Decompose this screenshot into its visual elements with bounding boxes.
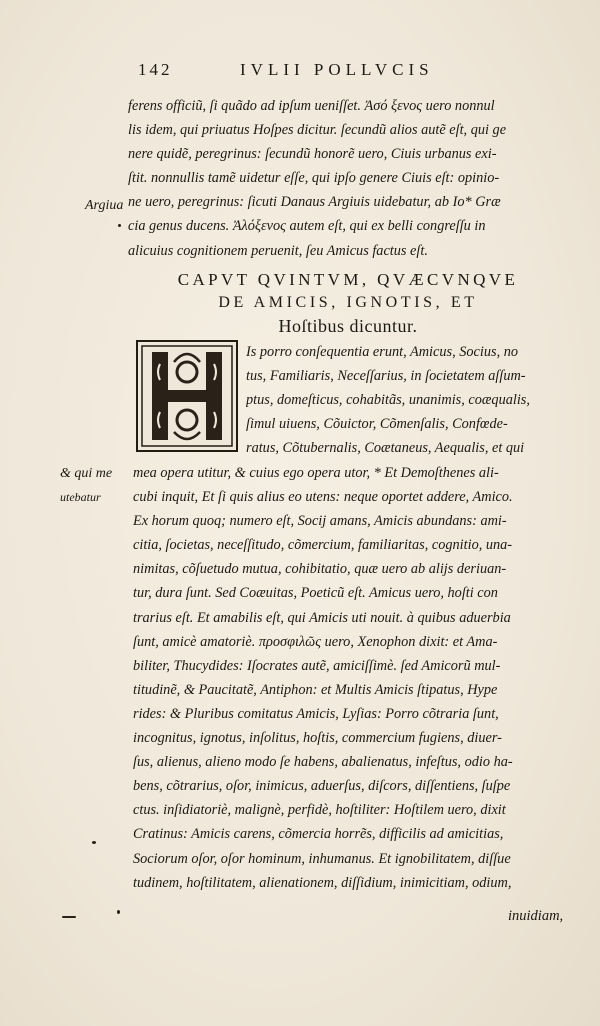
text-line: ptus, domeſticus, cohabitãs, unanimis, coæqualis, xyxy=(246,392,530,409)
ink-speck xyxy=(92,841,96,844)
text-line: cia genus ducens. Ἀλόξενος autem eſt, qui ex belli congreſſu in xyxy=(128,218,486,235)
text-line: Ex horum quoq; numero eſt, Socij amans, Amicis abundans: ami- xyxy=(133,513,507,530)
text-line: tur, dura ſunt. Sed Coæuitas, Poeticũ eſt. Amicus uero, hoſti con xyxy=(133,585,498,602)
text-line: bens, cõtrarius, oſor, inimicus, aduerſus, diſcors, diſſentiens, ſuſpe xyxy=(133,778,511,795)
text-line: titudinẽ, & Paucitatẽ, Antiphon: et Multis Amicis ſtipatus, Hype xyxy=(133,681,498,698)
text-line: tudinem, hoſtilitatem, alienationem, diſſidium, inimicitiam, odium, xyxy=(133,874,512,891)
text-line: Cratinus: Amicis carens, cõmercia horrẽs, difficilis ad amicitias, xyxy=(133,826,504,843)
text-line: citia, ſocietas, neceſſitudo, cõmercium, familiaritas, cognitio, una- xyxy=(133,537,513,554)
running-title: IVLII POLLVCIS xyxy=(240,60,434,79)
margin-note-argiua: Argiua xyxy=(85,198,124,213)
margin-note-utebatur: utebatur xyxy=(60,490,101,504)
chapter-heading-line-3: Hoſtibus dicuntur. xyxy=(278,316,418,336)
text-line: ſus, alienus, alieno modo ſe habens, abalienatus, infeſtus, odio ha- xyxy=(133,754,513,771)
opening-paragraph xyxy=(128,94,568,263)
text-line: mea opera utitur, & cuius ego opera utor, * Et Demoſthenes ali- xyxy=(133,465,499,481)
text-line: nere quidẽ, peregrinus: ſecundũ honorẽ uero, Ciuis urbanus exi- xyxy=(128,146,497,163)
text-line: ferens officiũ, ſi quãdo ad ipſum ueniſſet. Ἀσό ξενος uero nonnul xyxy=(128,98,495,114)
text-line: cubi inquit, Et ſi quis alius eo utens: neque oportet addere, Amico. xyxy=(133,489,513,506)
main-paragraph xyxy=(133,461,578,895)
text-line: ne uero, peregrinus: ſicuti Danaus Argiuis uidebatur, ab Io* Græ xyxy=(128,194,501,211)
decorated-initial-letter xyxy=(136,340,238,452)
ink-speck xyxy=(117,910,120,914)
text-line: lis idem, qui priuatus Hoſpes dicitur. ſecundũ alios autẽ eſt, qui ge xyxy=(128,122,507,139)
text-line: Is porro conſequentia erunt, Amicus, Socius, no xyxy=(246,344,519,360)
chapter-heading-line-1: CAPVT QVINTVM, QVÆCVNQVE xyxy=(177,270,519,289)
page-number: 142 xyxy=(138,60,173,79)
initial-paragraph xyxy=(246,340,591,460)
text-line: ſtit. nonnullis tamẽ uidetur eſſe, qui ipſo genere Ciuis eſt: opinio- xyxy=(128,170,500,187)
text-line: alicuius cognitionem peruenit, ſeu Amicus factus eſt. xyxy=(128,242,428,259)
text-line: ratus, Cõtubernalis, Coætaneus, Aequalis, et qui xyxy=(246,440,525,457)
text-line: rides: & Pluribus comitatus Amicis, Lyſias: Porro cõtraria ſunt, xyxy=(133,705,499,722)
text-line: trarius eſt. Et amabilis eſt, qui Amicis uti nouit. à quibus aduerbia xyxy=(133,609,511,626)
running-head xyxy=(138,60,518,86)
ink-speck xyxy=(118,224,121,227)
ink-speck xyxy=(62,916,76,918)
text-line: nimitas, cõſuetudo mutua, cohibitatio, quæ uero ab alijs deriuan- xyxy=(133,561,507,578)
text-line: tus, Familiaris, Neceſſarius, in ſocietatem aſſum- xyxy=(246,368,526,385)
catchword: inuidiam, xyxy=(508,908,564,924)
text-line: ſimul uiuens, Cõuictor, Cõmenſalis, Confœde- xyxy=(246,416,508,433)
text-line: ctus. inſidiatoriè, malignè, perfidè, hoſtiliter: Hoſtilem uero, dixit xyxy=(133,802,506,819)
ornament-initial-icon xyxy=(138,342,236,450)
text-line: biliter, Thucydides: Iſocrates autẽ, amiciſſimè. ſed Amicorũ mul- xyxy=(133,657,501,674)
text-line: incognitus, ignotus, inſolitus, hoſtis, commercium fugiens, diuer- xyxy=(133,730,502,747)
chapter-heading-line-2: DE AMICIS, IGNOTIS, ET xyxy=(218,294,478,311)
text-line: Sociorum oſor, oſor hominum, inhumanus. Et ignobilitatem, diſſue xyxy=(133,850,511,867)
text-line: ſunt, amicè amatoriè. προσφιλῶς uero, Xenophon dixit: et Ama- xyxy=(133,633,498,650)
margin-note-qui-me: & qui me xyxy=(60,466,113,481)
